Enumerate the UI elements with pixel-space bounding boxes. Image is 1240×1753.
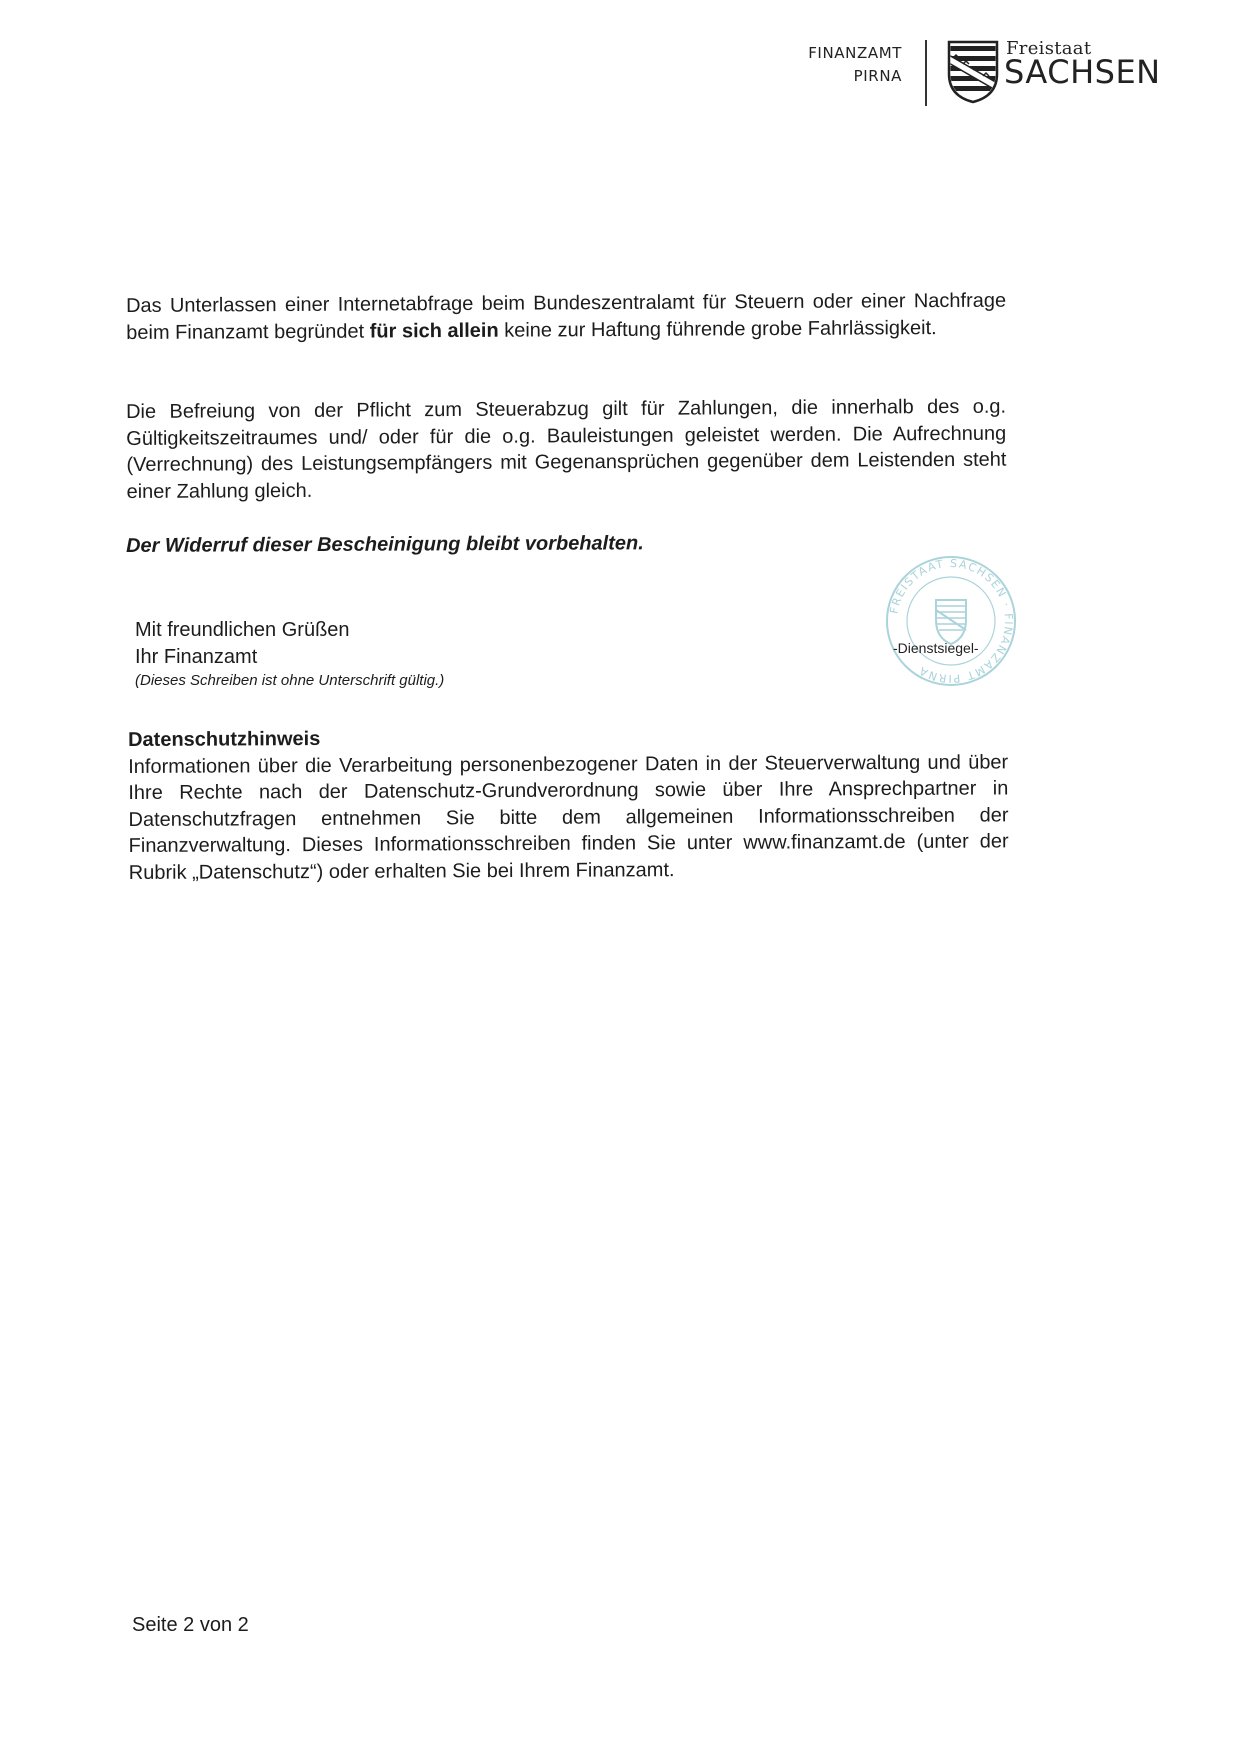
closing-block (135, 617, 444, 690)
letterhead (790, 38, 1190, 110)
revocation-note: Der Widerruf dieser Bescheinigung bleibt vorbehalten. (126, 532, 644, 557)
liability-text-end: keine zur Haftung führende grobe Fahrlässigkeit. (498, 316, 937, 342)
seal-caption: -Dienstsiegel- (893, 640, 979, 656)
state-name-small: Freistaat (1006, 38, 1092, 59)
official-seal-stamp (878, 548, 1024, 694)
tax-office-name (790, 42, 902, 88)
sender-text: Ihr Finanzamt (135, 646, 258, 668)
privacy-text: Informationen über die Verarbeitung personenbezogener Daten in der Steuerverwaltung und über Ihre Rechte nach der Datenschutz-Grundverordnung sowie über Ihre Ansprechpartner in Datenschutzfragen entnehmen Sie bitte dem allgemeinen Informationsschreiben der Finanzverwaltung. Dieses Informationsschreiben finden Sie unter www.finanzamt.de (unter der Rubrik „Datenschutz“) oder erhalten Sie bei Ihrem Finanzamt. (128, 750, 1009, 884)
liability-text-emphasis: für sich allein (369, 319, 499, 343)
state-name-large: SACHSEN (1004, 53, 1161, 91)
tax-office-line2: PIRNA (853, 67, 902, 85)
signature-note: (Dieses Schreiben ist ohne Unterschrift gültig.) (135, 672, 445, 689)
seal-ring-text: FREISTAAT SACHSEN · FINANZAMT PIRNA (887, 556, 1016, 686)
privacy-notice (128, 722, 1009, 886)
tax-office-line1: FINANZAMT (808, 44, 902, 62)
exemption-paragraph: Die Befreiung von der Pflicht zum Steuerabzug gilt für Zahlungen, die innerhalb des o.g. Gültigkeitszeitraumes und/ oder für die o.g. Bauleistungen geleistet werden. Die Aufrechnung (Verrechnung) des Leistungsempfängers mit Gegenansprüchen gegenüber dem Leistenden steht einer Zahlung gleich. (126, 395, 1007, 503)
liability-paragraph (126, 288, 1006, 346)
liability-text-start: Das Unterlassen einer Internetabfrage beim Bundeszentralamt für Steuern oder einer Nachfrage beim Finanzamt begründet (126, 289, 1007, 344)
header-divider (925, 40, 927, 106)
page-number: Seite 2 von 2 (132, 1614, 249, 1636)
privacy-heading: Datenschutzhinweis (128, 727, 321, 751)
saxony-coat-of-arms-icon (947, 40, 999, 104)
greeting-text: Mit freundlichen Grüßen (135, 619, 350, 641)
